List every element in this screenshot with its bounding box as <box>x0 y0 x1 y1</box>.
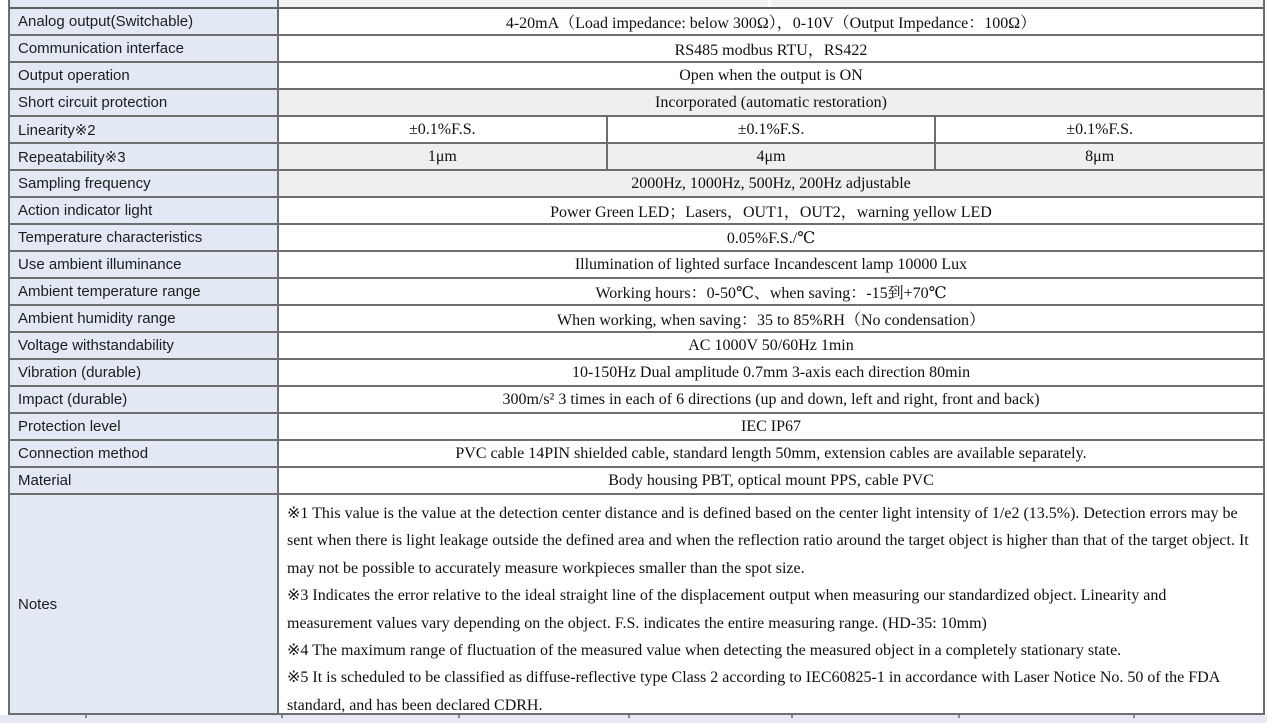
spec-row <box>10 9 1263 36</box>
spec-table <box>8 0 1265 715</box>
spec-row <box>10 117 1263 144</box>
spec-row-value: Incorporated (automatic restoration) <box>279 90 1263 115</box>
spec-row-label: Vibration (durable) <box>10 360 279 385</box>
spec-row-label: Material <box>10 468 279 493</box>
spec-row <box>10 90 1263 117</box>
spec-row-value: Body housing PBT, optical mount PPS, cable PVC <box>279 468 1263 493</box>
spec-row-value: ±0.1%F.S. <box>279 117 606 142</box>
notes-label: Notes <box>10 495 279 713</box>
spec-row-label: Sampling frequency <box>10 171 279 196</box>
spec-row <box>10 252 1263 279</box>
spec-row-value: 10-150Hz Dual amplitude 0.7mm 3-axis each direction 80min <box>279 360 1263 385</box>
spec-row-label: Temperature characteristics <box>10 225 279 250</box>
rows-container <box>10 9 1263 495</box>
spec-row-label: Analog output(Switchable) <box>10 9 279 34</box>
spec-row-value: IEC IP67 <box>279 414 1263 439</box>
spec-row <box>10 36 1263 63</box>
spec-row-value: RS485 modbus RTU，RS422 <box>279 36 1263 61</box>
spec-row-value: Working hours：0-50℃、when saving：-15到+70℃ <box>279 279 1263 304</box>
spec-row-label: Protection level <box>10 414 279 439</box>
spec-row-label: Use ambient illuminance <box>10 252 279 277</box>
spec-row-value: 300m/s² 3 times in each of 6 directions (up and down, left and right, front and back) <box>279 387 1263 412</box>
spec-row <box>10 279 1263 306</box>
note-text: ※1 This value is the value at the detection center distance and is defined based on the center light intensity of 1/e2 (13.5%). Detection errors may be sent when there is light leakage outside the defined area and when the reflection ratio around the target object is higher than that of the target object. It may not be possible to accurately measure workpieces smaller than the spot size. <box>287 505 1249 577</box>
spec-row-value: Illumination of lighted surface Incandescent lamp 10000 Lux <box>279 252 1263 277</box>
spec-row-value: PVC cable 14PIN shielded cable, standard length 50mm, extension cables are available separately. <box>279 441 1263 466</box>
spec-row <box>10 387 1263 414</box>
spec-row-value: 1μm <box>279 144 606 169</box>
column-tick <box>1133 715 1135 718</box>
spec-row-value: ±0.1%F.S. <box>934 117 1263 142</box>
spec-row-value: 2000Hz, 1000Hz, 500Hz, 200Hz adjustable <box>279 171 1263 196</box>
top-partial-label-cell <box>10 0 279 7</box>
spec-row-value: 4μm <box>606 144 935 169</box>
spec-row <box>10 333 1263 360</box>
spec-row-value: 4-20mA（Load impedance: below 300Ω），0-10V（Output Impedance：100Ω） <box>279 9 1263 34</box>
spec-row <box>10 306 1263 333</box>
spec-row-label: Connection method <box>10 441 279 466</box>
column-tick <box>958 715 960 718</box>
spec-row <box>10 441 1263 468</box>
spec-row <box>10 171 1263 198</box>
spec-row-value: AC 1000V 50/60Hz 1min <box>279 333 1263 358</box>
column-divider <box>768 0 771 7</box>
spec-row <box>10 468 1263 495</box>
spec-row-label: Repeatability※3 <box>10 144 279 169</box>
bottom-partial-row <box>0 715 1267 723</box>
spec-row-label: Linearity※2 <box>10 117 279 142</box>
spec-row-label: Ambient temperature range <box>10 279 279 304</box>
spec-row-label: Voltage withstandability <box>10 333 279 358</box>
spec-row-label: Short circuit protection <box>10 90 279 115</box>
notes-body <box>279 495 1263 713</box>
spec-row-value: 8μm <box>934 144 1263 169</box>
column-tick <box>281 715 283 718</box>
spec-row <box>10 360 1263 387</box>
note-text: ※3 Indicates the error relative to the ideal straight line of the displacement output when measuring our standardized object. Linearity and measurement values vary depending on the object. F.S. indicates the entire measuring range. (HD-35: 10mm) <box>287 587 1167 632</box>
top-partial-value-cell <box>279 0 1263 7</box>
spec-row-label: Impact (durable) <box>10 387 279 412</box>
spec-row-value: 0.05%F.S./℃ <box>279 225 1263 250</box>
spec-row-label: Output operation <box>10 63 279 88</box>
spec-row-value: ±0.1%F.S. <box>606 117 935 142</box>
spec-row <box>10 225 1263 252</box>
column-tick <box>85 715 87 718</box>
spec-row-label: Ambient humidity range <box>10 306 279 331</box>
spec-row <box>10 414 1263 441</box>
note-text: ※4 The maximum range of fluctuation of the measured value when detecting the measured object in a completely stationary state. <box>287 642 1122 660</box>
notes-row <box>10 495 1263 715</box>
spec-row-value: Power Green LED；Lasers，OUT1，OUT2，warning yellow LED <box>279 198 1263 223</box>
spec-row <box>10 198 1263 225</box>
spec-row-label: Action indicator light <box>10 198 279 223</box>
top-partial-row <box>10 0 1263 9</box>
column-tick <box>628 715 630 718</box>
spec-row-value: When working, when saving：35 to 85%RH（No condensation） <box>279 306 1263 331</box>
column-tick <box>791 715 793 718</box>
spec-row <box>10 144 1263 171</box>
spec-row-label: Communication interface <box>10 36 279 61</box>
spec-row-value: Open when the output is ON <box>279 63 1263 88</box>
column-tick <box>458 715 460 718</box>
spec-row <box>10 63 1263 90</box>
note-text: ※5 It is scheduled to be classified as diffuse-reflective type Class 2 according to IEC60825-1 in accordance with Laser Notice No. 50 of the FDA standard, and has been declared CDRH. <box>287 669 1220 713</box>
